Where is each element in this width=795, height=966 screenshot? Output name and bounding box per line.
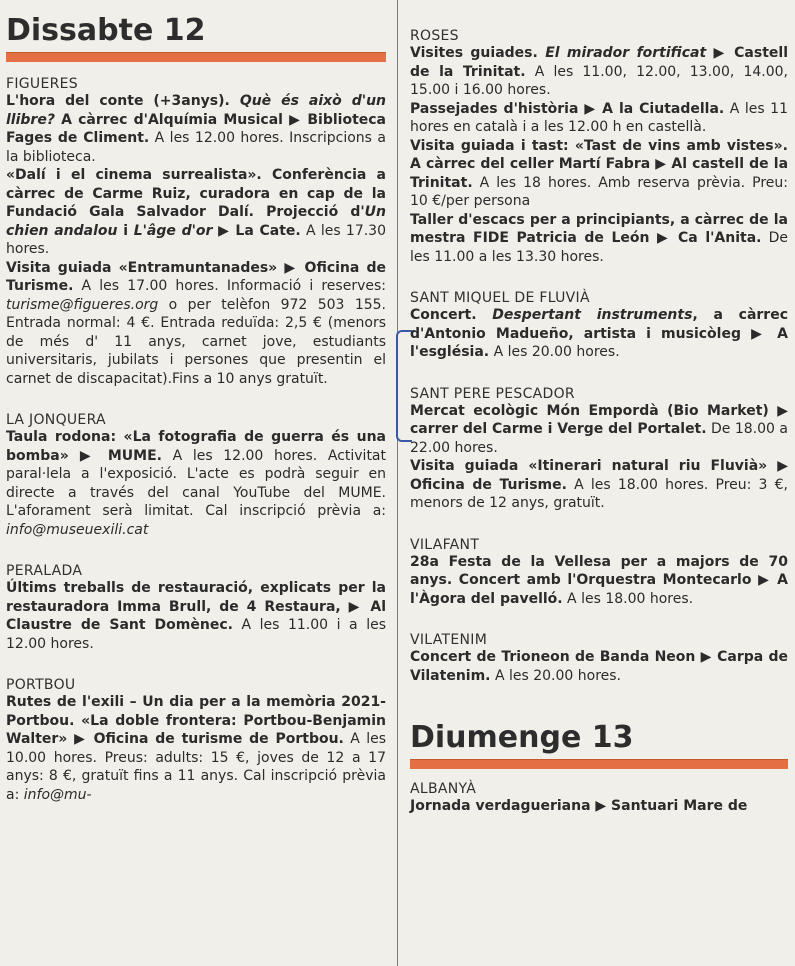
event-text: A les 20.00 hores. [490, 667, 621, 684]
event-text: Jornada verdagueriana [410, 798, 596, 814]
event-text: L'âge d'or [133, 222, 213, 239]
arrow-icon: ▶ [758, 572, 778, 588]
event-text: De les 11.00 a les 13.30 hores. [410, 230, 788, 265]
email-text: info@mu- [23, 786, 92, 803]
event-text: Ca l'Anita. [678, 230, 762, 246]
event-text: carrer del Carme i Verge del Portalet. [410, 421, 707, 437]
town-name: SANT PERE PESCADOR [410, 385, 575, 402]
event-text: La Cate. [235, 222, 301, 239]
arrow-icon: ▶ [655, 156, 672, 172]
event-text: Visites guiades. [410, 45, 546, 61]
event-listing [410, 797, 788, 816]
event-text: A les 10.00 hores. Preus: adults: 15 €, joves de 12 a 17 anys: 8 €, gratuït fins a 11 anys. Cal inscripció prèvia a: [6, 731, 387, 803]
arrow-icon: ▶ [79, 447, 108, 464]
event-text: A l'església. [410, 325, 788, 360]
event-text: A les 12.00 hores. Activitat paral·lela a l'exposició. L'acte es podrà seguir en directe a través del canal YouTube del MUME. L'aforament serà limitat. Cal inscripció prèvia a: [6, 447, 387, 519]
event-text: A les 20.00 hores. [489, 344, 620, 360]
event-text: A les 11 hores en català i a les 12.00 h en castellà. [410, 100, 788, 135]
arrow-icon: ▶ [700, 649, 718, 665]
event-text: Al Claustre de Sant Domènec. [6, 598, 387, 633]
event-text: Visita guiada i tast: «Tast de vins amb vistes». A càrrec del celler Martí Fabra [410, 137, 788, 172]
event-listing [410, 306, 788, 362]
event-listing [6, 166, 386, 259]
event-text: Oficina de Turisme. [6, 259, 386, 294]
event-text: «Dalí i el cinema surrealista». Conferència a càrrec de Carme Ruiz, curadora en cap de la Fundació Gala Salvador Dalí. Projecció d' [6, 167, 386, 220]
day-heading-sunday: Diumenge 13 [410, 720, 634, 755]
event-text: A les 17.00 hores. Informació i reserves: [73, 278, 386, 294]
day-heading-bar [6, 52, 386, 62]
town-section [410, 290, 788, 362]
town-section [410, 537, 788, 609]
event-text: A les 18.00 hores. [562, 590, 694, 607]
event-listing [410, 402, 788, 458]
event-text: 28a Festa de la Vellesa per a majors de 70 anys. Concert amb l'Orquestra Montecarlo [410, 553, 788, 588]
arrow-icon: ▶ [706, 45, 735, 61]
event-text: Biblioteca Fages de Climent. [6, 111, 386, 146]
event-text: De 18.00 a 22.00 hores. [410, 421, 788, 456]
event-text: Al castell de la Trinitat. [410, 156, 789, 191]
town-name: VILATENIM [410, 632, 488, 648]
arrow-icon: ▶ [595, 798, 612, 814]
event-text: Visita guiada «Entramuntanades» [6, 259, 285, 276]
event-text: A les 12.00 hores. Inscripcions a la biblioteca. [6, 130, 386, 165]
event-text: A càrrec d'Alquímia Musical [54, 111, 290, 128]
arrow-icon: ▶ [348, 598, 371, 615]
town-section [6, 412, 386, 539]
event-text: Carpa de Vilatenim. [410, 649, 788, 684]
event-text: Despertant instruments [492, 307, 693, 323]
town-name: PERALADA [6, 563, 83, 579]
column-left [6, 0, 386, 804]
event-listing [6, 428, 386, 539]
event-text: MUME. [107, 447, 162, 464]
event-text: A les 18 hores. Amb reserva prèvia. Preu: 10 €/per persona [410, 174, 788, 209]
email-text: info@museuexili.cat [6, 521, 149, 538]
arrow-icon: ▶ [584, 100, 603, 117]
arrow-icon: ▶ [284, 259, 305, 276]
event-text: Mercat ecològic Món Empordà (Bio Market) [410, 402, 778, 419]
event-text: A l'Àgora del pavelló. [410, 572, 789, 607]
event-text: , a càrrec d'Antonio Madueño, artista i musicòleg [410, 307, 788, 342]
arrow-icon: ▶ [777, 402, 788, 419]
event-text: A les 17.30 hores. [6, 222, 386, 257]
event-listing [410, 457, 788, 513]
event-listing [6, 693, 386, 804]
town-name: ALBANYÀ [410, 781, 477, 797]
event-listing [410, 553, 788, 609]
town-section [410, 781, 788, 816]
column-divider [397, 0, 398, 966]
column-right [410, 0, 788, 816]
town-section [6, 677, 386, 804]
event-text: i [117, 222, 134, 239]
arrow-icon: ▶ [74, 731, 94, 747]
town-section [410, 28, 788, 266]
event-text: Visita guiada «Itinerari natural riu Fluvià» [410, 458, 778, 474]
event-text: Últims treballs de restauració, explicats per la restauradora Imma Brull, de 4 Restaura, [6, 580, 386, 615]
town-name: SANT MIQUEL DE FLUVIÀ [410, 290, 590, 306]
town-name: FIGUERES [6, 76, 78, 92]
event-listing [6, 92, 386, 166]
event-text: Concert. [410, 307, 493, 323]
event-text: Un chien andalou [6, 204, 386, 239]
town-name: VILAFANT [410, 536, 480, 553]
day-heading-saturday: Dissabte 12 [6, 13, 206, 48]
event-text: A les 11.00, 12.00, 13.00, 14.00, 15.00 i 16.00 hores. [410, 63, 788, 98]
day-heading-bar-sunday [410, 759, 788, 769]
event-listing [410, 100, 788, 137]
town-name: ROSES [410, 28, 459, 44]
town-name: PORTBOU [6, 677, 76, 693]
arrow-icon: ▶ [657, 230, 679, 246]
event-text: Taller d'escacs per a principiants, a càrrec de la mestra FIDE Patricia de León [410, 211, 788, 246]
email-text: turisme@figueres.org [6, 296, 159, 313]
town-name: LA JONQUERA [6, 412, 106, 428]
event-listing [410, 648, 788, 685]
event-text: Rutes de l'exili – Un dia per a la memòria 2021- Portbou. «La doble frontera: Portbou-Benjamin Walter» [6, 694, 386, 747]
arrow-icon: ▶ [777, 458, 788, 474]
event-text: Què és això d'un llibre? [6, 93, 386, 128]
event-text: Taula rodona: «La fotografia de guerra és una bomba» [6, 429, 386, 464]
event-text: Passejades d'història [410, 100, 585, 117]
event-text: L'hora del conte (+3anys). [6, 93, 240, 109]
arrow-icon: ▶ [289, 111, 308, 128]
event-text: El mirador fortificat [545, 45, 707, 61]
town-section [6, 563, 386, 653]
event-text: Oficina de Turisme. [410, 476, 567, 493]
event-text: A les 18.00 hores. Preu: 3 €, menors de 12 anys, gratuït. [410, 476, 788, 511]
event-listing [410, 137, 788, 211]
event-text: Concert de Trioneon de Banda Neon [410, 649, 701, 665]
event-listing [6, 579, 386, 653]
event-text: Oficina de turisme de Portbou. [93, 731, 344, 747]
event-text: o per telèfon 972 503 155. Entrada normal: 4 €. Entrada reduïda: 2,5 € (menors de més d' 11 anys, carnet jove, estudiants universitaris, jubilats i persones que presentin el carnet de discapacitat).Fins a 10 anys gratuït. [6, 296, 386, 387]
town-section [410, 632, 788, 685]
town-section [410, 386, 788, 513]
event-listing [6, 259, 386, 389]
event-text: A la Ciutadella. [602, 100, 725, 117]
event-listing [410, 211, 788, 267]
event-text: Santuari Mare de [611, 798, 748, 814]
event-text: Castell de la Trinitat. [410, 45, 788, 80]
arrow-icon: ▶ [212, 222, 236, 239]
town-section [6, 76, 386, 388]
event-listing [410, 44, 788, 100]
event-text: A les 11.00 i a les 12.00 hores. [6, 617, 386, 652]
arrow-icon: ▶ [751, 325, 778, 342]
